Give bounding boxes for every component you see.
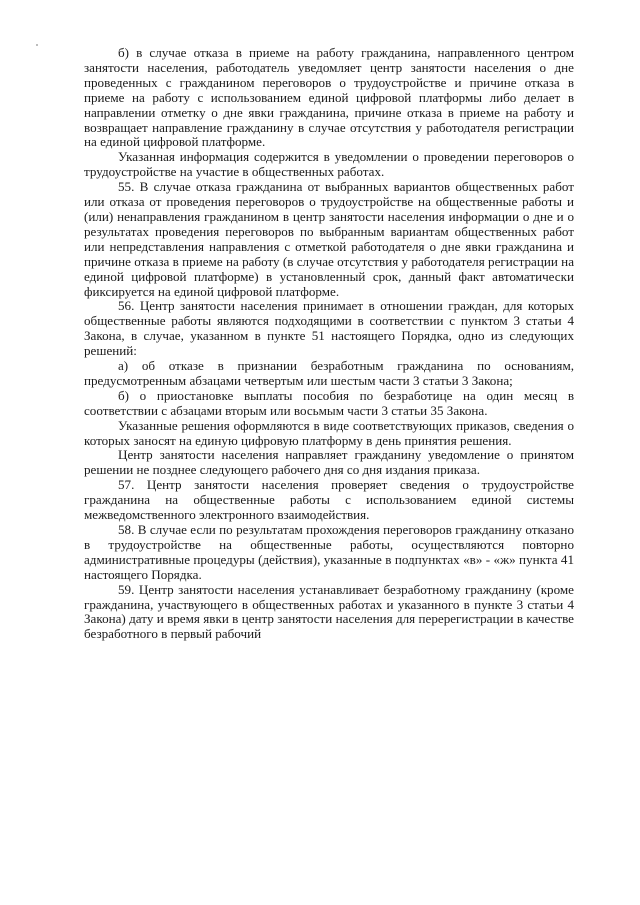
paragraph-55: 55. В случае отказа гражданина от выбранных вариантов общественных работ или отказа от проведения переговоров о трудоустройстве на общественные работы и (или) ненаправления гражданином в центр занятости населения информации о дне и о результатах проведения переговоров по выбранным вариантам общественных работ или непредставления направления с отметкой работодателя о дне явки гражданина и причине отказа в приеме на работу (в случае отсутствия у работодателя регистрации на единой цифровой платформе) в установленный срок, данный факт автоматически фиксируется на единой цифровой платформе. — [84, 179, 574, 299]
scan-speck — [36, 44, 38, 46]
paragraph-57: 57. Центр занятости населения проверяет сведения о трудоустройстве гражданина на общественные работы с использованием единой системы межведомственного электронного взаимодействия. — [84, 477, 574, 523]
paragraph-decisions: Указанные решения оформляются в виде соответствующих приказов, сведения о которых заносят на единую цифровую платформу в день принятия решения. — [84, 417, 574, 448]
document-body — [84, 46, 574, 642]
paragraph-56b: б) о приостановке выплаты пособия по безработице на один месяц в соответствии с абзацами вторым или восьмым части 3 статьи 35 Закона. — [84, 387, 574, 418]
paragraph-58: 58. В случае если по результатам прохождения переговоров гражданину отказано в трудоустройстве на общественные работы, осуществляются повторно административные процедуры (действия), указанные в подпунктах «в» - «ж» пункта 41 настоящего Порядка. — [84, 522, 574, 582]
paragraph-56a: а) об отказе в признании безработным гражданина по основаниям, предусмотренным абзацами четвертым или шестым части 3 статьи 3 Закона; — [84, 358, 574, 388]
paragraph-54b: б) в случае отказа в приеме на работу гражданина, направленного центром занятости населения, работодатель уведомляет центр занятости населения о дне проведенных с гражданином переговоров о трудоустройстве и причине отказа в приеме на работу с использованием единой цифровой платформы либо делает в направлении отметку о дне явки гражданина, причине отказа в приеме на работу и возвращает направление гражданину в случае отсутствия у работодателя регистрации на единой цифровой платформе. — [84, 45, 574, 150]
paragraph-notice-info: Указанная информация содержится в уведомлении о проведении переговоров о трудоустройстве на участие в общественных работах. — [84, 149, 574, 180]
paragraph-56: 56. Центр занятости населения принимает в отношении граждан, для которых общественные работы являются подходящими в соответствии с пунктом 3 статьи 4 Закона, в случае, указанном в пункте 51 настоящего Порядка, одно из следующих решений: — [84, 298, 574, 359]
paragraph-notification: Центр занятости населения направляет гражданину уведомление о принятом решении не позднее следующего рабочего дня со дня издания приказа. — [84, 447, 574, 478]
paragraph-59: 59. Центр занятости населения устанавливает безработному гражданину (кроме гражданина, участвующего в общественных работах и указанного в пункте 3 статьи 4 Закона) дату и время явки в центр занятости населения для перерегистрации в качестве безработного в первый рабочий — [84, 581, 574, 642]
